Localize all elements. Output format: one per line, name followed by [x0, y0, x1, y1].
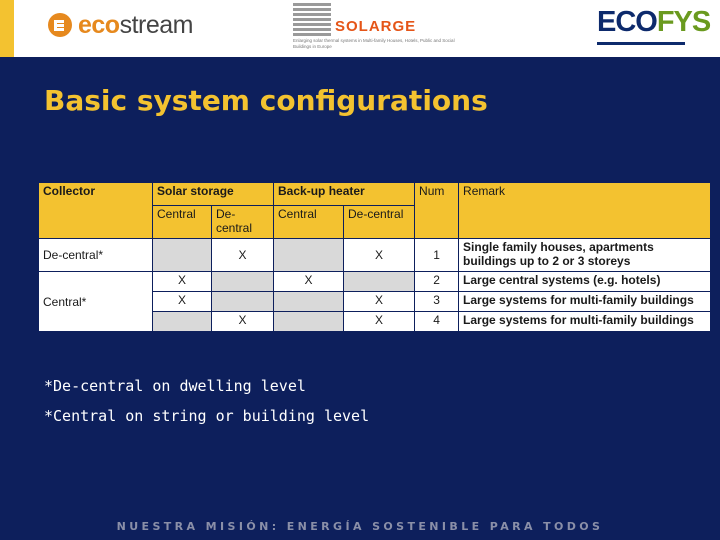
- cell-remark: Large central systems (e.g. hotels): [459, 272, 711, 292]
- cell-remark: Large systems for multi-family buildings: [459, 312, 711, 332]
- cell-storage-decentral: X: [212, 312, 274, 332]
- cell-heater-central: [274, 239, 344, 272]
- table-row: [39, 239, 711, 272]
- cell-storage-decentral: [212, 292, 274, 312]
- header-num: Num: [415, 183, 459, 239]
- cell-heater-central: X: [274, 272, 344, 292]
- solarge-logo-tagline: Enlarging solar thermal systems in Multi-family Houses, Hotels, Public and Social Buildings in Europe: [293, 38, 455, 49]
- ecofys-logo-prefix: ECO: [597, 6, 657, 38]
- ecofys-logo: [597, 6, 710, 39]
- footnote-decentral: *De-central on dwelling level: [44, 377, 306, 395]
- subheader-heater-central: Central: [274, 206, 344, 239]
- ecostream-logo: [48, 10, 193, 40]
- table-header-row: [39, 183, 711, 206]
- subheader-storage-central: Central: [153, 206, 212, 239]
- table-row: [39, 272, 711, 292]
- subheader-storage-decentral: De- central: [212, 206, 274, 239]
- ecofys-logo-underline: [597, 42, 685, 45]
- ecostream-logo-prefix: eco: [78, 10, 120, 39]
- footnote-central: *Central on string or building level: [44, 407, 370, 425]
- header-collector: Collector: [39, 183, 153, 239]
- solarge-logo: [293, 3, 463, 53]
- footnotes: [44, 371, 369, 431]
- cell-storage-central: X: [153, 292, 212, 312]
- cell-heater-decentral: X: [344, 312, 415, 332]
- solarge-logo-name: SOLARGE: [335, 18, 417, 35]
- collector-central-label: Central*: [39, 272, 153, 332]
- cell-heater-decentral: X: [344, 292, 415, 312]
- cell-heater-central: [274, 312, 344, 332]
- cell-storage-decentral: X: [212, 239, 274, 272]
- ecostream-logo-suffix: stream: [119, 10, 193, 39]
- cell-storage-central: [153, 312, 212, 332]
- ecofys-logo-suffix: FYS: [656, 6, 711, 38]
- subheader-heater-decentral: De-central: [344, 206, 415, 239]
- cell-heater-central: [274, 292, 344, 312]
- ecostream-logo-mark-icon: [48, 13, 72, 37]
- cell-remark: Large systems for multi-family buildings: [459, 292, 711, 312]
- cell-storage-decentral: [212, 272, 274, 292]
- cell-storage-central: X: [153, 272, 212, 292]
- cell-num: 2: [415, 272, 459, 292]
- collector-decentral-label: De-central*: [39, 239, 153, 272]
- logo-strip: [0, 0, 720, 57]
- header-backup-heater: Back-up heater: [274, 183, 415, 206]
- cell-heater-decentral: [344, 272, 415, 292]
- header-solar-storage: Solar storage: [153, 183, 274, 206]
- header-accent-bar: [0, 0, 14, 57]
- cell-remark: Single family houses, apartments buildings up to 2 or 3 storeys: [459, 239, 711, 272]
- cell-num: 1: [415, 239, 459, 272]
- ecostream-logo-text: [78, 11, 193, 40]
- cell-num: 3: [415, 292, 459, 312]
- cell-storage-central: [153, 239, 212, 272]
- cell-num: 4: [415, 312, 459, 332]
- slide-title: Basic system configurations: [44, 84, 488, 117]
- cell-heater-decentral: X: [344, 239, 415, 272]
- footer-motto: NUESTRA MISIÓN: ENERGÍA SOSTENIBLE PARA TODOS: [116, 520, 604, 533]
- header-remark: Remark: [459, 183, 711, 239]
- configuration-table: [38, 182, 711, 332]
- solarge-stripes-icon: [293, 3, 331, 37]
